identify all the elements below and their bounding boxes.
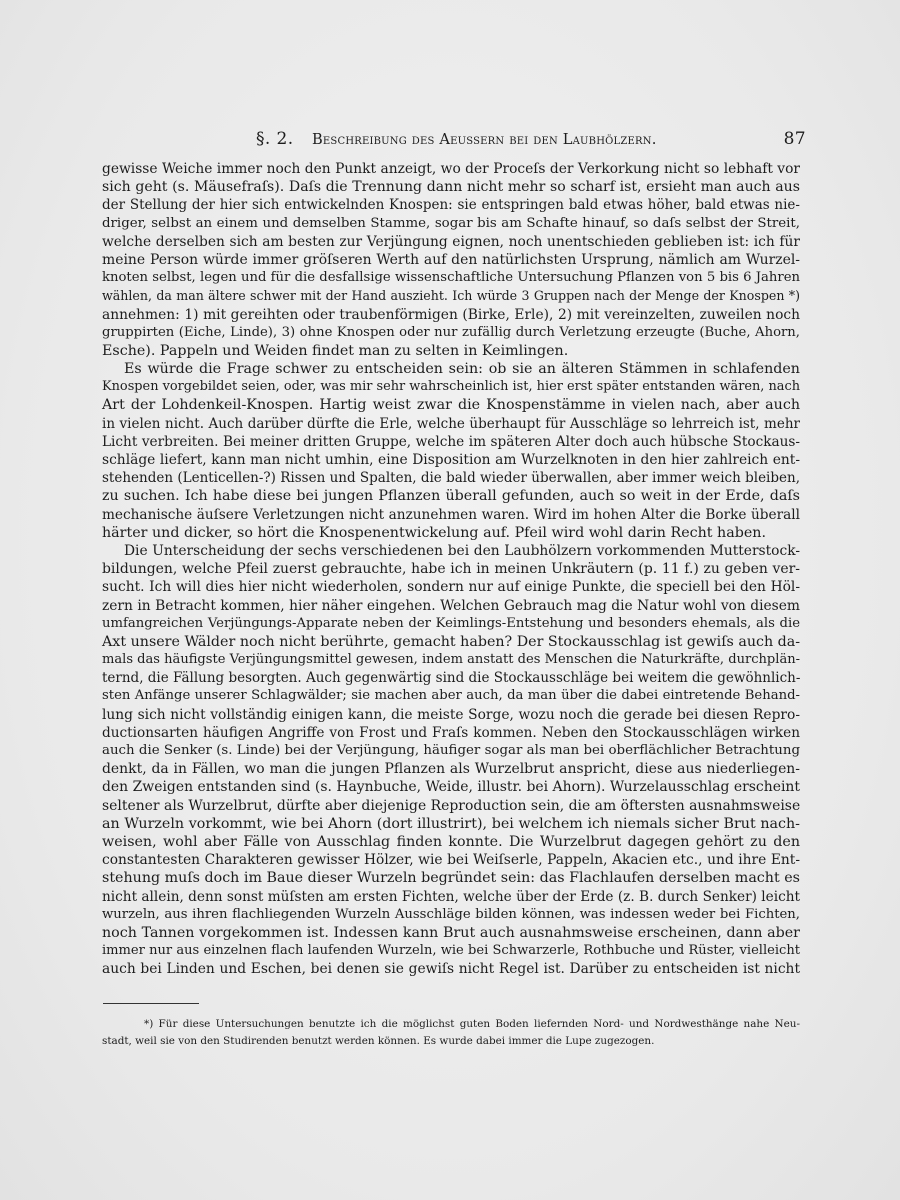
text-line: in vielen nicht. Auch darüber dürfte die Erle, welche überhaupt für Ausschläge so lehrreich ist, mehr <box>102 415 800 432</box>
text-line: mals das häufigste Verjüngungsmittel gewesen, indem anstatt des Menschen die Naturkräfte, durchplän- <box>102 652 801 668</box>
text-line: gewisse Weiche immer noch den Punkt anzeigt, wo der Proceſs der Verkorkung nicht so lebhaft vor <box>102 161 800 177</box>
text-line: lung sich nicht vollständig einigen kann, die meiste Sorge, wozu noch die gerade bei diesen Repro- <box>102 706 800 723</box>
section-number: §. 2. <box>256 129 294 149</box>
text-line: Knospen vorgebildet seien, oder, was mir sehr wahrscheinlich ist, hier erst später entstanden wären, nach <box>102 379 800 395</box>
text-line: bildungen, welche Pfeil zuerst gebrauchte, habe ich in meinen Unkräutern (p. 11 f.) zu geben ver- <box>102 561 800 578</box>
text-line: meine Person würde immer gröſseren Werth auf den natürlichsten Ursprung, nämlich am Wurzel- <box>102 251 800 268</box>
text-line: Art der Lohdenkeil-Knospen. Hartig weist zwar die Knospenstämme in vielen nach, aber auch <box>102 397 800 414</box>
text-line: mechanische äuſsere Verletzungen nicht anzunehmen waren. Wird im hohen Alter die Borke überall <box>102 506 800 523</box>
text-line: der Stellung der hier sich entwickelnden Knospen: sie entspringen bald etwas höher, bald etwas nie- <box>102 197 800 214</box>
page-number: 87 <box>783 129 806 149</box>
text-line: immer nur aus einzelnen flach laufenden Wurzeln, wie bei Schwarzerle, Rothbuche und Rüster, vielleicht <box>102 943 800 959</box>
text-line: driger, selbst an einem und demselben Stamme, sogar bis am Schafte hinauf, so daſs selbst der Streit, <box>102 215 800 231</box>
text-line: noch Tannen vorgekommen ist. Indessen kann Brut auch ausnahmsweise erscheinen, dann aber <box>102 924 800 941</box>
running-header <box>256 129 806 153</box>
text-line: Axt unsere Wälder noch nicht berührte, gemacht haben? Der Stockausschlag ist gewiſs auch da- <box>102 633 801 650</box>
text-line: seltener als Wurzelbrut, dürfte aber diejenige Reproduction sein, die am öftersten ausnahmsweise <box>102 797 801 814</box>
footnote-divider <box>103 1003 199 1004</box>
text-line: weisen, wohl aber Fälle von Ausschlag finden konnte. Die Wurzelbrut dagegen gehört zu den <box>102 833 800 850</box>
text-line: zern in Betracht kommen, hier näher eingehen. Welchen Gebrauch mag die Natur wohl von diesem <box>102 597 800 614</box>
text-line: welche derselben sich am besten zur Verjüngung eignen, noch unentschieden geblieben ist: ich für <box>102 233 800 250</box>
footnote-line: *) Für diese Untersuchungen benutzte ich die möglichst guten Boden liefernden Nord- und Nordwesthänge nahe Neu- <box>144 1018 800 1030</box>
text-line: an Wurzeln vorkommt, wie bei Ahorn (dort illustrirt), bei welchem ich niemals sicher Brut nach- <box>102 815 800 832</box>
text-line: auch die Senker (s. Linde) bei der Verjüngung, häufiger sogar als man bei oberflächlicher Betrachtung <box>102 743 800 758</box>
text-line: ternd, die Fällung besorgten. Auch gegenwärtig sind die Stockausschläge bei weitem die gewöhnlich- <box>102 670 801 687</box>
section-title: Beschreibung des Aeussern bei den Laubhölzern. <box>312 131 657 148</box>
text-line: stehung muſs doch im Baue dieser Wurzeln begründet sein: das Flachlaufen derselben macht es <box>102 870 800 887</box>
text-line: schläge liefert, kann man nicht umhin, eine Disposition am Wurzelknoten in den hier zahlreich ent- <box>102 452 800 468</box>
text-line: härter und dicker, so hört die Knospenentwickelung auf. Pfeil wird wohl darin Recht haben. <box>102 524 766 541</box>
text-line: sich geht (s. Mäusefraſs). Daſs die Trennung dann nicht mehr so scharf ist, ersieht man auch aus <box>102 179 800 196</box>
footnote <box>102 1016 800 1050</box>
text-line: Esche). Pappeln und Weiden findet man zu selten in Keimlingen. <box>102 342 569 359</box>
text-line: Es würde die Frage schwer zu entscheiden sein: ob sie an älteren Stämmen in schlafenden <box>124 361 800 378</box>
text-line: umfangreichen Verjüngungs-Apparate neben der Keimlings-Entstehung und besonders ehemals, als die <box>102 615 800 631</box>
text-line: denkt, da in Fällen, wo man die jungen Pflanzen als Wurzelbrut anspricht, diese aus niederliegen- <box>102 761 800 778</box>
text-line: Die Unterscheidung der sechs verschiedenen bei den Laubhölzern vorkommenden Mutterstock- <box>124 542 800 559</box>
text-line: ductionsarten häufigen Angriffe von Frost und Fraſs kommen. Neben den Stockausschlägen wirken <box>102 724 800 741</box>
text-line: Licht verbreiten. Bei meiner dritten Gruppe, welche im späteren Alter doch auch hübsche Stockaus- <box>102 433 800 450</box>
text-line: constantesten Charakteren gewisser Hölzer, wie bei Weiſserle, Pappeln, Akacien etc., und ihre Ent- <box>102 852 800 869</box>
text-line: sucht. Ich will dies hier nicht wiederholen, sondern nur auf einige Punkte, die speciell bei den Höl- <box>102 579 800 596</box>
text-line: annehmen: 1) mit gereihten oder traubenförmigen (Birke, Erle), 2) mit vereinzelten, zuweilen noch <box>102 306 800 323</box>
text-line: stehenden (Lenticellen-?) Rissen und Spalten, die bald wieder überwallen, aber immer weich bleiben, <box>102 470 800 487</box>
text-line: knoten selbst, legen und für die desfallsige wissenschaftliche Untersuchung Pflanzen von 5 bis 6 Jahren <box>102 270 800 286</box>
body-text <box>102 160 800 978</box>
text-line: zu suchen. Ich habe diese bei jungen Pflanzen überall gefunden, auch so weit in der Erde, daſs <box>102 488 800 505</box>
text-line: gruppirten (Eiche, Linde), 3) ohne Knospen oder nur zufällig durch Verletzung erzeugte (Buche, Ahorn, <box>102 324 800 340</box>
text-line: wählen, da man ältere schwer mit der Hand auszieht. Ich würde 3 Gruppen nach der Menge der Knospen *) <box>102 288 800 304</box>
text-line: auch bei Linden und Eschen, bei denen sie gewiſs nicht Regel ist. Darüber zu entscheiden ist nicht <box>102 961 800 978</box>
text-line: nicht allein, denn sonst müſsten am ersten Fichten, welche über der Erde (z. B. durch Senker) leicht <box>102 888 800 905</box>
text-line: sten Anfänge unserer Schlagwälder; sie machen aber auch, da man über die dabei eintretende Behand- <box>102 688 800 704</box>
footnote-line: stadt, weil sie von den Studirenden benutzt werden können. Es wurde dabei immer die Lupe zugezogen. <box>102 1035 655 1047</box>
text-line: wurzeln, aus ihren flachliegenden Wurzeln Ausschläge bilden können, was indessen weder bei Fichten, <box>102 906 800 922</box>
text-line: den Zweigen entstanden sind (s. Haynbuche, Weide, illustr. bei Ahorn). Wurzelausschlag erscheint <box>102 779 800 796</box>
